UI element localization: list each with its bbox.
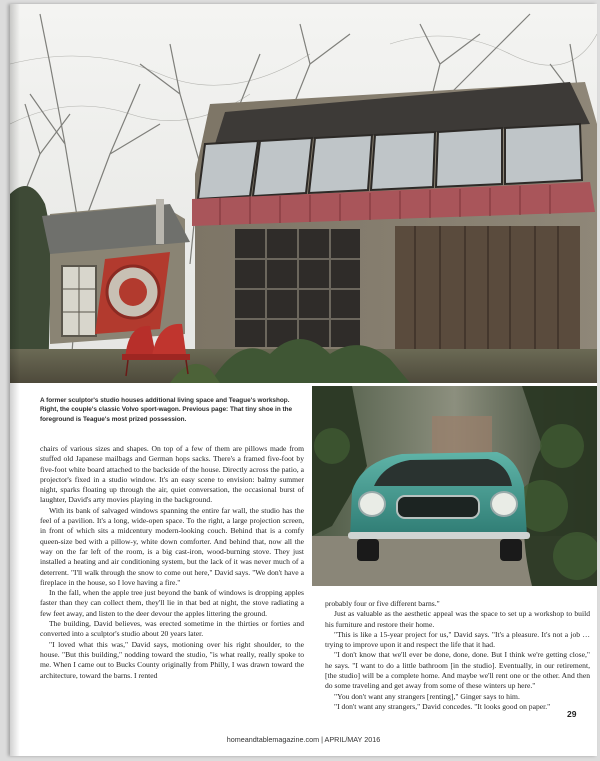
page-number: 29 <box>567 709 577 719</box>
page-footer: homeandtablemagazine.com | APRIL/MAY 2016 <box>226 735 381 744</box>
paragraph: The building, David believes, was erected sometime in the thirties or forties and converted into a sculptor's studio about 20 years later. <box>40 619 304 639</box>
page-gutter-shadow <box>10 4 20 756</box>
volvo-photo <box>312 386 597 586</box>
article-column-left <box>40 444 304 681</box>
paragraph: "You don't want any strangers [renting]," Ginger says to him. <box>334 691 520 701</box>
studio-photo <box>10 4 597 383</box>
paragraph: Just as valuable as the aesthetic appeal was the space to set up a workshop to build his furniture and restore their home. <box>325 609 590 629</box>
photo-caption: A former sculptor's studio houses additional living space and Teague's workshop. Right, the couple's classic Volvo sport-wagon. Previous page: That tiny shoe in the foreground is Teague's most prized possession. <box>40 397 293 423</box>
paragraph: chairs of various sizes and shapes. On top of a few of them are pillows made from stuffed old Japanese mailbags and German hops sacks. There's a framed five-foot by five-foot white board attached to the backside of the house. Directly across the patio, a projector's fixed in a studio window. It's an easy scene to envision: balmy summer night, sparks floating up through the air, quiet conversation, the occasional burst of laughter, David's arty movies playing in the background. <box>40 444 304 505</box>
paragraph: In the fall, when the apple tree just beyond the bank of windows is dropping apples faster than they can collect them, they'll lie in that bed at night, the stove radiating a few feet away, and listen to the deer devour the apples littering the ground. <box>40 588 304 618</box>
article-column-right <box>325 599 590 712</box>
paragraph: With its bank of salvaged windows spanning the entire far wall, the studio has the feel of a pavilion. It's a long, wide-open space. To the right, a large projection screen, in front of which sits a midcentury modern-looking couch. Behind that is a comfy queen-size bed with a pillow-y, white down comforter. And behind that, now all the way on the far left of the room, is a big cast-iron, wood-burning stove. They just installed a heating and air conditioning system, but the lack of it was never much of a deterrent. "I'll walk through the snow to come out here," David says. "We don't have a fireplace in the house, so I love having a fire." <box>40 505 304 587</box>
magazine-page <box>10 4 597 756</box>
paragraph: "I loved what this was," David says, motioning over his right shoulder, to the house. "But this building," nodding toward the studio, "is what really, really spoke to me. When I came out to Bucks County originally from Philly, I was drawn toward the architecture, toward the barns. I rented <box>40 639 304 680</box>
paragraph: "This is like a 15-year project for us," David says. "It's a pleasure. It's not a job … trying to improve upon it and respect the life that it had. <box>325 629 590 650</box>
paragraph: "I don't want any strangers," David concedes. "It looks good on paper." <box>334 701 551 711</box>
paragraph: "I don't know that we'll ever be done, done, done. But I think we're getting close," he says. "I want to do a little bathroom [in the studio]. Eventually, in our retirement, [the studio] will be a complete home. And maybe we'll rent one or the other. And then do some traveling and get away from some of these winters up here." <box>325 650 590 691</box>
paragraph: probably four or five different barns." <box>325 599 440 608</box>
